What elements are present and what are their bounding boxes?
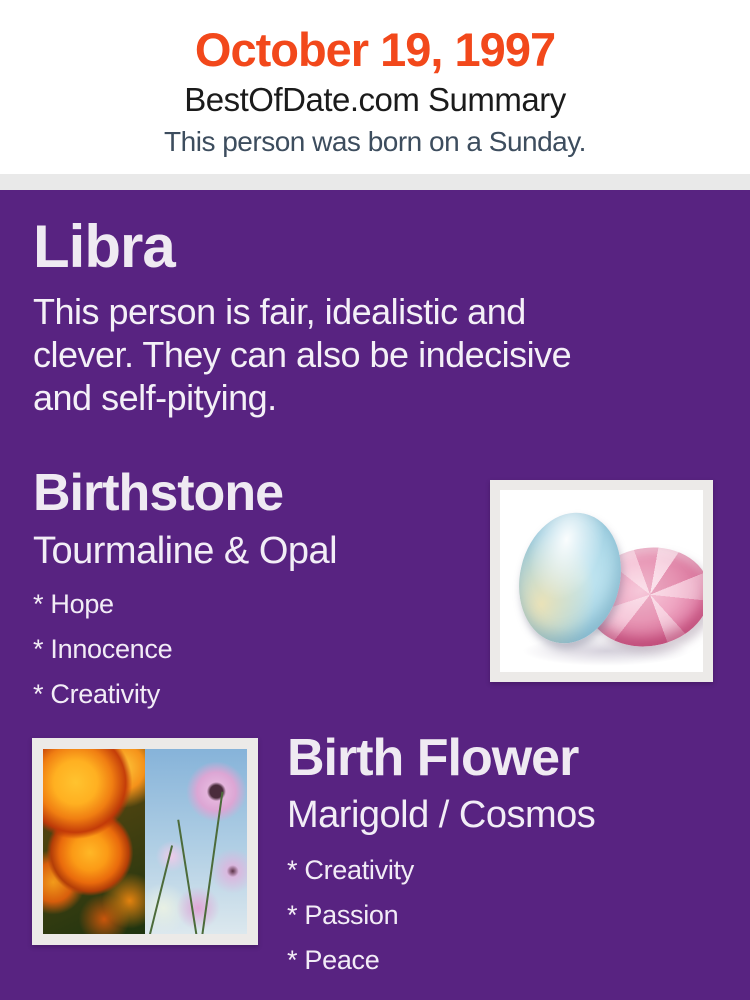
- birthstone-photo: [500, 490, 703, 672]
- birthstone-trait-item: * Hope: [33, 589, 114, 619]
- date-title: October 19, 1997: [194, 23, 556, 76]
- birthstone-title: Birthstone: [33, 464, 283, 522]
- born-on-weekday-text: This person was born on a Sunday.: [164, 126, 586, 157]
- birth-flower-photo: [43, 749, 247, 934]
- birth-flower-trait-item: * Creativity: [287, 855, 414, 885]
- birth-flower-photo-frame: [32, 738, 258, 945]
- zodiac-sign-title: Libra: [33, 213, 175, 280]
- birthstone-names: Tourmaline & Opal: [33, 530, 338, 572]
- birth-flower-trait-item: * Peace: [287, 945, 380, 975]
- birthstone-photo-frame: [490, 480, 713, 682]
- marigold-photo-half: [43, 749, 145, 934]
- birth-flower-title: Birth Flower: [287, 729, 579, 787]
- site-summary-title: BestOfDate.com Summary: [184, 81, 566, 118]
- details-section: [0, 190, 750, 1000]
- birth-flower-trait-item: * Passion: [287, 900, 399, 930]
- flower-stem: [147, 845, 173, 934]
- cosmos-photo-half: [145, 749, 247, 934]
- flower-stem: [177, 820, 199, 934]
- page-header: [0, 0, 750, 174]
- birth-flower-names: Marigold / Cosmos: [287, 794, 596, 836]
- divider-bar: [0, 174, 750, 190]
- zodiac-description: This person is fair, idealistic and clever. They can also be indecisive and self-pitying.: [33, 291, 572, 418]
- flower-stem: [201, 792, 224, 934]
- birthstone-trait-item: * Creativity: [33, 679, 160, 709]
- birthstone-trait-item: * Innocence: [33, 634, 173, 664]
- birthstone-trait-list: [33, 588, 172, 723]
- birth-flower-trait-list: [287, 854, 414, 989]
